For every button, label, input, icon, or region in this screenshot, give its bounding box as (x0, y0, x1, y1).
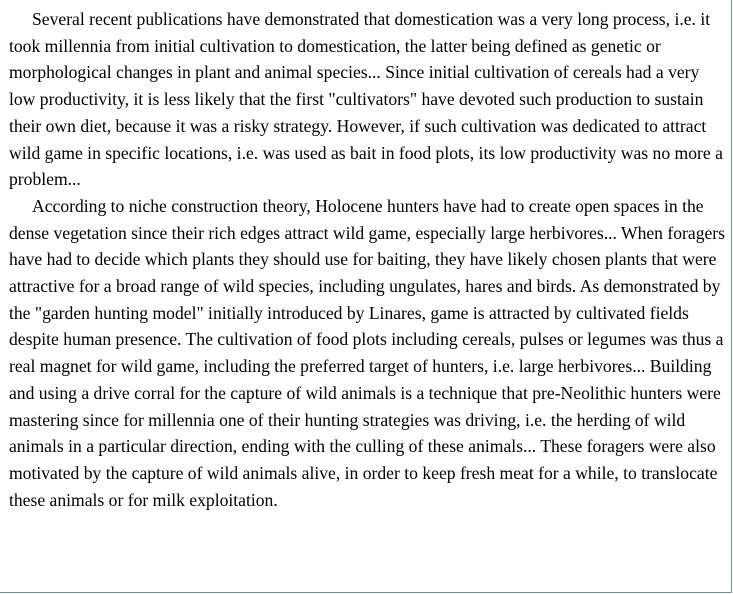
paragraph-2: According to niche construction theory, Holocene hunters have had to create open spaces in the dense vegetation since their rich edges attract wild game, especially large herbivores... When foragers have had to decide which plants they should use for baiting, they have likely chosen plants that were attractive for a broad range of wild species, including ungulates, hares and birds. As demonstrated by the "garden hunting model" initially introduced by Linares, game is attracted by cultivated fields despite human presence. The cultivation of food plots including cereals, pulses or legumes was thus a real magnet for wild game, including the preferred target of hunters, i.e. large herbivores... Building and using a drive corral for the capture of wild animals is a technique that pre-Neolithic hunters were mastering since for millennia one of their hunting strategies was driving, i.e. the herding of wild animals in a particular direction, ending with the culling of these animals... These foragers were also motivated by the capture of wild animals alive, in order to keep fresh meat for a while, to translocate these animals or for milk exploitation. (9, 195, 726, 510)
document-body (9, 6, 727, 513)
paragraph-1: Several recent publications have demonstrated that domestication was a very long process, i.e. it took millennia from initial cultivation to domestication, the latter being defined as genetic or morphological changes in plant and animal species... Since initial cultivation of cereals had a very low productivity, it is less likely that the first "cultivators" have devoted such production to sustain their own diet, because it was a risky strategy. However, if such cultivation was dedicated to attract wild game in specific locations, i.e. was used as bait in food plots, its low productivity was no more a problem... (9, 9, 723, 190)
